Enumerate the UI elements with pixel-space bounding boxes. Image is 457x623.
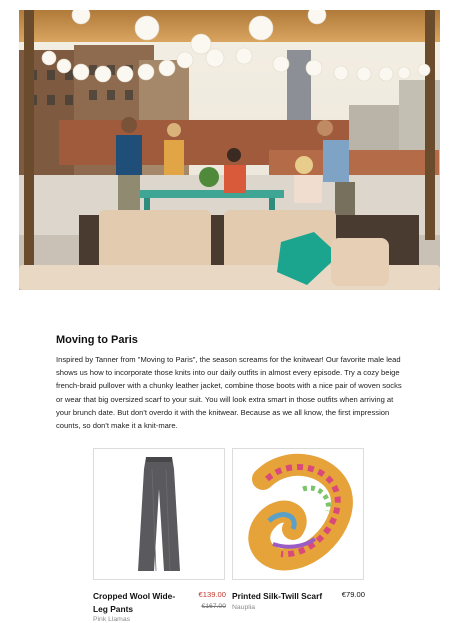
product-card-scarf[interactable]: [232, 448, 364, 611]
hero-image: [19, 10, 440, 290]
product-image-pants[interactable]: [93, 448, 225, 580]
product-name[interactable]: Cropped Wool Wide-Leg Pants: [93, 591, 176, 614]
product-list: [93, 448, 383, 623]
product-name[interactable]: Printed Silk-Twill Scarf: [232, 591, 323, 601]
product-sale-price: €139.00: [198, 590, 226, 599]
product-price: €79.00: [341, 590, 365, 599]
product-image-scarf[interactable]: [232, 448, 364, 580]
product-brand: Nauplia: [232, 603, 256, 611]
product-card-pants[interactable]: [93, 448, 225, 623]
article-body: Inspired by Tanner from "Moving to Paris", the season screams for the knitwear! Our favorite male lead shows us how to incorporate those knits into our daily outfits in almost every episode. Try a cozy beige french-braid pullover with a chunky leather jacket, combine those boots with a nice pair of woven socks or wear that big oversized scarf to your suit. You will look extra smart in those outfits when arriving at your brunch date. But don't overdo it with the knitwear. Because as we all know, the first impression counts, so don't make it a knit-mare.: [56, 355, 402, 431]
article-section: [56, 334, 408, 432]
article-title: Moving to Paris: [56, 334, 138, 346]
product-original-price: €167.00: [201, 603, 226, 610]
product-brand: Pink Llamas: [93, 616, 131, 623]
